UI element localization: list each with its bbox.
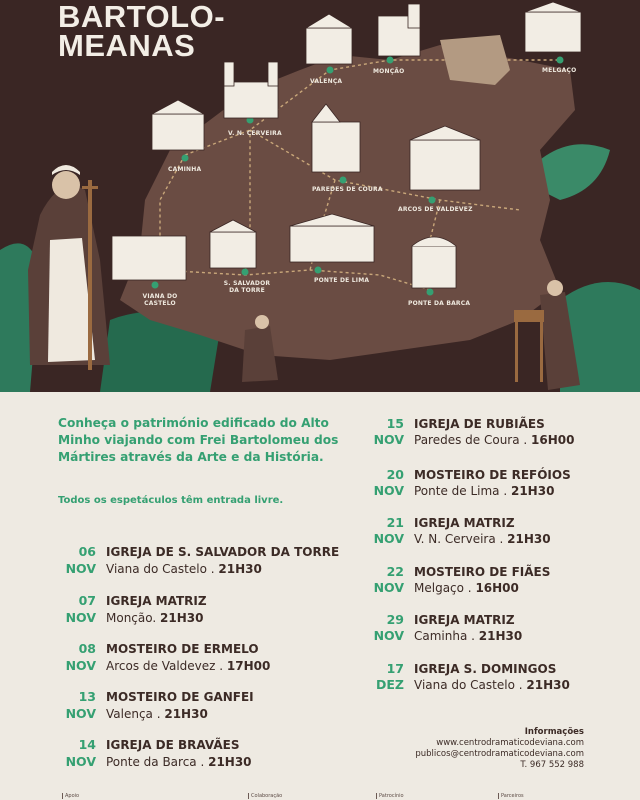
event-month: NOV: [373, 432, 404, 447]
info-website-link[interactable]: www.centrodramaticodeviana.com: [436, 738, 584, 748]
footer-label-colaboracao: Colaboração: [248, 793, 282, 799]
info-block: [415, 727, 584, 771]
event-day: 13: [78, 689, 96, 704]
event-month: NOV: [65, 610, 96, 625]
event-venue: IGREJA MATRIZ: [106, 594, 207, 608]
event-day: 06: [78, 544, 96, 559]
event-time: 21H30: [526, 678, 570, 692]
event-day: 20: [386, 467, 404, 482]
event-time: 21H30: [478, 629, 523, 643]
event-venue: MOSTEIRO DE FIÃES: [414, 565, 551, 579]
place-label-arcos-de-valdevez: ARCOS DE VALDEVEZ: [398, 206, 473, 213]
info-email-link[interactable]: publicos@centrodramaticodeviana.com: [415, 749, 584, 759]
event-town: [414, 531, 551, 547]
info-phone: T. 967 552 988: [520, 760, 584, 770]
event-town: [414, 628, 522, 644]
event-time: 21H30: [507, 532, 551, 546]
event-month: NOV: [65, 658, 96, 673]
event-venue: IGREJA DE BRAVÃES: [106, 738, 240, 752]
event-town-name: Viana do Castelo .: [414, 678, 527, 692]
event-town-name: Paredes de Coura .: [414, 433, 532, 447]
event-day: 21: [386, 515, 404, 530]
place-label-paredes-de-coura: PAREDES DE COURA: [312, 186, 383, 193]
event-time: 21H30: [510, 484, 555, 498]
event-day: 07: [78, 593, 96, 608]
place-label-moncao: MONÇÃO: [373, 68, 405, 75]
event-time: 17H00: [226, 659, 271, 673]
place-label-vn-cerveira: V. N. CERVEIRA: [228, 130, 282, 137]
free-entry-note: Todos os espetáculos têm entrada livre.: [58, 495, 284, 506]
info-heading: Informações: [524, 727, 584, 737]
page-title: [58, 0, 226, 63]
event-town: [106, 754, 252, 770]
event-venue: IGREJA DE S. SALVADOR DA TORRE: [106, 545, 340, 559]
place-label-viana-do-castelo: VIANA DO CASTELO: [142, 293, 178, 307]
event-town-name: Valença .: [106, 707, 165, 721]
event-venue: IGREJA DE RUBIÃES: [414, 417, 545, 431]
event-venue: IGREJA S. DOMINGOS: [414, 662, 557, 676]
event-month: NOV: [65, 561, 96, 576]
event-month: NOV: [65, 706, 96, 721]
event-day: 15: [386, 416, 404, 431]
event-day: 17: [386, 661, 404, 676]
place-label-s-salvador-da-torre: S. SALVADOR DA TORRE: [223, 280, 271, 294]
event-venue: MOSTEIRO DE GANFEI: [106, 690, 254, 704]
title-line-2: MEANAS: [58, 28, 196, 63]
event-time: 21H30: [164, 707, 208, 721]
event-month: NOV: [373, 628, 404, 643]
event-month: DEZ: [376, 677, 404, 692]
event-month: NOV: [373, 531, 404, 546]
event-venue: MOSTEIRO DE REFÓIOS: [414, 468, 571, 482]
event-town: [106, 610, 203, 626]
event-month: NOV: [373, 580, 404, 595]
place-label-melgaco: MELGAÇO: [542, 67, 577, 74]
event-time: 16H00: [475, 581, 519, 595]
title-line-1: BARTOLO-: [58, 0, 226, 34]
event-time: 16H00: [531, 433, 575, 447]
event-town-name: Viana do Castelo .: [106, 562, 219, 576]
place-label-valenca: VALENÇA: [310, 78, 343, 85]
event-town-name: V. N. Cerveira .: [414, 532, 508, 546]
event-venue: MOSTEIRO DE ERMELO: [106, 642, 259, 656]
event-month: NOV: [65, 754, 96, 769]
event-town: [414, 677, 570, 693]
event-town-name: Arcos de Valdevez .: [106, 659, 227, 673]
event-time: 21H30: [160, 611, 204, 625]
event-town-name: Melgaço .: [414, 581, 476, 595]
map-illustration: [0, 0, 640, 392]
footer-label-parceiros: Parceiros: [498, 793, 524, 799]
footer-label-apoio: Apoio: [62, 793, 79, 799]
event-town: [106, 706, 208, 722]
place-label-caminha: CAMINHA: [168, 166, 202, 173]
place-label-ponte-de-lima: PONTE DE LIMA: [314, 277, 370, 284]
event-time: 21H30: [218, 562, 262, 576]
event-town: [414, 483, 554, 499]
sponsor-footer: [0, 788, 640, 800]
event-day: 14: [78, 737, 96, 752]
event-town-name: Ponte de Lima .: [414, 484, 511, 498]
event-venue: IGREJA MATRIZ: [414, 516, 515, 530]
event-day: 08: [78, 641, 96, 656]
footer-label-patrocinio: Patrocínio: [376, 793, 404, 799]
event-day: 29: [386, 612, 404, 627]
event-town-name: Ponte da Barca .: [106, 755, 209, 769]
event-time: 21H30: [208, 755, 252, 769]
event-month: NOV: [373, 483, 404, 498]
event-town: [414, 580, 519, 596]
intro-text: Conheça o património edificado do Alto Minho viajando com Frei Bartolomeu dos Mártires através da Arte e da História.: [58, 416, 339, 464]
event-day: 22: [386, 564, 404, 579]
alto-minho-map-shape: [120, 45, 575, 360]
event-town: [106, 561, 262, 577]
place-label-ponte-da-barca: PONTE DA BARCA: [408, 300, 471, 307]
event-venue: IGREJA MATRIZ: [414, 613, 515, 627]
event-town: [106, 658, 270, 674]
event-town-name: Monção.: [106, 611, 161, 625]
event-town: [414, 432, 575, 448]
event-town-name: Caminha .: [414, 629, 479, 643]
